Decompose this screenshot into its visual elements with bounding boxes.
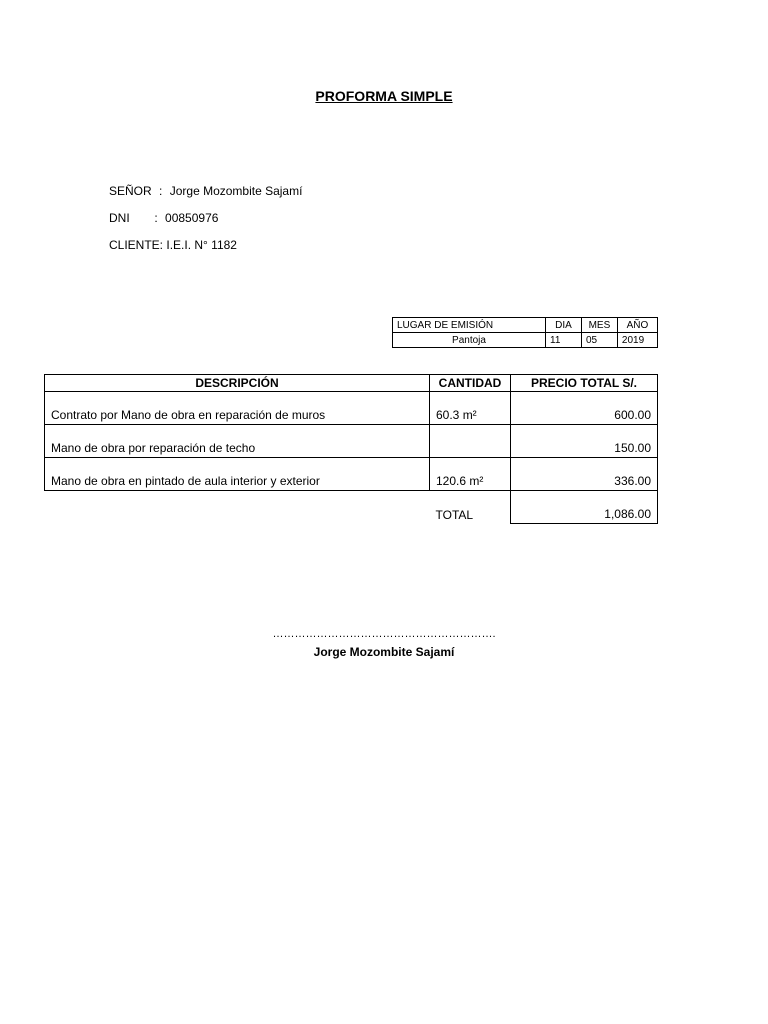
items-table: [44, 374, 658, 524]
signature-name: Jorge Mozombite Sajamí: [313, 645, 455, 659]
dni-colon: :: [154, 211, 158, 225]
cliente-value: I.E.I. N° 1182: [166, 238, 237, 252]
total-label: TOTAL: [435, 507, 474, 522]
signature-line: …………………………………………………….: [272, 628, 496, 640]
anio-label: AÑO: [617, 318, 657, 333]
anio-value: 2019: [617, 333, 657, 348]
header-price: PRECIO TOTAL S/.: [511, 375, 658, 392]
dni-line: [109, 211, 218, 225]
row-price: 336.00: [511, 458, 658, 491]
table-row: [45, 392, 658, 425]
senor-value: Jorge Mozombite Sajamí: [169, 184, 303, 198]
total-value: 1,086.00: [511, 491, 658, 524]
header-description: DESCRIPCIÓN: [45, 375, 430, 392]
row-quantity: [430, 425, 511, 458]
row-price: 150.00: [511, 425, 658, 458]
lugar-value: Pantoja: [393, 333, 546, 348]
row-price: 600.00: [511, 392, 658, 425]
cliente-line: [109, 238, 237, 252]
table-row: [45, 458, 658, 491]
dia-label: DIA: [546, 318, 582, 333]
dni-label: DNI: [109, 211, 130, 225]
emision-table: [392, 317, 658, 348]
senor-colon: :: [159, 184, 163, 198]
dni-value: 00850976: [165, 211, 219, 225]
header-quantity: CANTIDAD: [430, 375, 511, 392]
row-quantity: 60.3 m²: [430, 392, 511, 425]
lugar-label: LUGAR DE EMISIÓN: [393, 318, 546, 333]
row-description: Mano de obra por reparación de techo: [45, 425, 430, 458]
total-row: [45, 491, 658, 524]
page-title: PROFORMA SIMPLE: [315, 88, 453, 104]
table-row: [45, 425, 658, 458]
cliente-label: CLIENTE:: [109, 238, 164, 252]
mes-label: MES: [581, 318, 617, 333]
row-description: Contrato por Mano de obra en reparación de muros: [45, 392, 430, 425]
row-description: Mano de obra en pintado de aula interior y exterior: [45, 458, 430, 491]
row-quantity: 120.6 m²: [430, 458, 511, 491]
senor-line: [109, 184, 302, 198]
mes-value: 05: [581, 333, 617, 348]
dia-value: 11: [546, 333, 582, 348]
senor-label: SEÑOR: [109, 184, 152, 198]
